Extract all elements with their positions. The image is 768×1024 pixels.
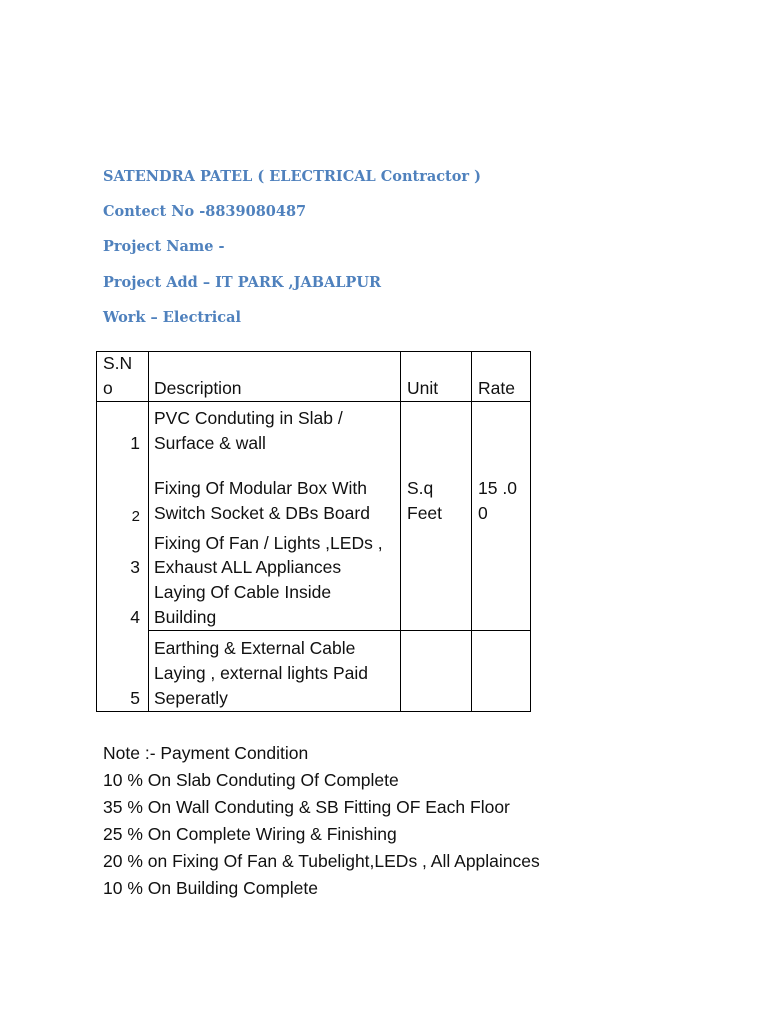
project-name: Project Name -	[103, 238, 225, 255]
contact-number: Contect No -8839080487	[103, 203, 307, 220]
table-border-left	[96, 351, 97, 712]
table-row-5-sno: 5	[130, 688, 140, 708]
table-row-2-desc-line1: Fixing Of Modular Box With	[154, 478, 367, 498]
project-address: Project Add – IT PARK ,JABALPUR	[103, 274, 382, 291]
table-border-unit-right	[471, 351, 472, 712]
unit-value-line1: S.q	[407, 478, 434, 498]
table-row-5-desc-line1: Earthing & External Cable	[154, 638, 356, 658]
table-border-row-divider	[148, 630, 531, 631]
contractor-name: SATENDRA PATEL ( ELECTRICAL Contractor )	[103, 168, 481, 185]
note-title: Note :- Payment Condition	[103, 743, 309, 763]
table-row-1-desc-line2: Surface & wall	[154, 433, 266, 453]
note-item-5: 10 % On Building Complete	[103, 878, 318, 898]
table-border-desc-right	[400, 351, 401, 712]
rate-value-line2: 0	[478, 503, 488, 523]
note-item-3: 25 % On Complete Wiring & Finishing	[103, 824, 397, 844]
note-item-2: 35 % On Wall Conduting & SB Fitting OF Each Floor	[103, 797, 510, 817]
table-row-3-sno: 3	[130, 557, 140, 577]
table-border-right	[530, 351, 531, 712]
header-unit: Unit	[407, 378, 439, 398]
rate-value-line1: 15 .0	[478, 478, 517, 498]
table-row-3-desc-line1: Fixing Of Fan / Lights ,LEDs ,	[154, 533, 383, 553]
note-item-1: 10 % On Slab Conduting Of Complete	[103, 770, 399, 790]
header-rate: Rate	[478, 378, 515, 398]
table-border-bottom	[96, 711, 531, 712]
work-type: Work – Electrical	[103, 309, 241, 326]
header-sno-line1: S.N	[103, 353, 133, 373]
table-row-2-desc-line2: Switch Socket & DBs Board	[154, 503, 370, 523]
unit-value-line2: Feet	[407, 503, 443, 523]
table-row-5-desc-line3: Seperatly	[154, 688, 228, 708]
header-description: Description	[154, 378, 242, 398]
table-row-1-sno: 1	[130, 433, 140, 453]
header-sno-line2: o	[103, 378, 113, 398]
table-border-header-bottom	[96, 401, 531, 402]
note-item-4: 20 % on Fixing Of Fan & Tubelight,LEDs , All Applainces	[103, 851, 540, 871]
table-border-sno-right	[148, 351, 149, 712]
table-row-3-desc-line2: Exhaust ALL Appliances	[154, 557, 342, 577]
table-border-top	[96, 351, 531, 352]
table-row-4-desc-line2: Building	[154, 607, 217, 627]
table-row-4-sno: 4	[130, 607, 140, 627]
table-row-4-desc-line1: Laying Of Cable Inside	[154, 582, 332, 602]
table-row-5-desc-line2: Laying , external lights Paid	[154, 663, 369, 683]
table-row-2-sno: 2	[131, 508, 140, 525]
table-row-1-desc-line1: PVC Conduting in Slab /	[154, 408, 343, 428]
